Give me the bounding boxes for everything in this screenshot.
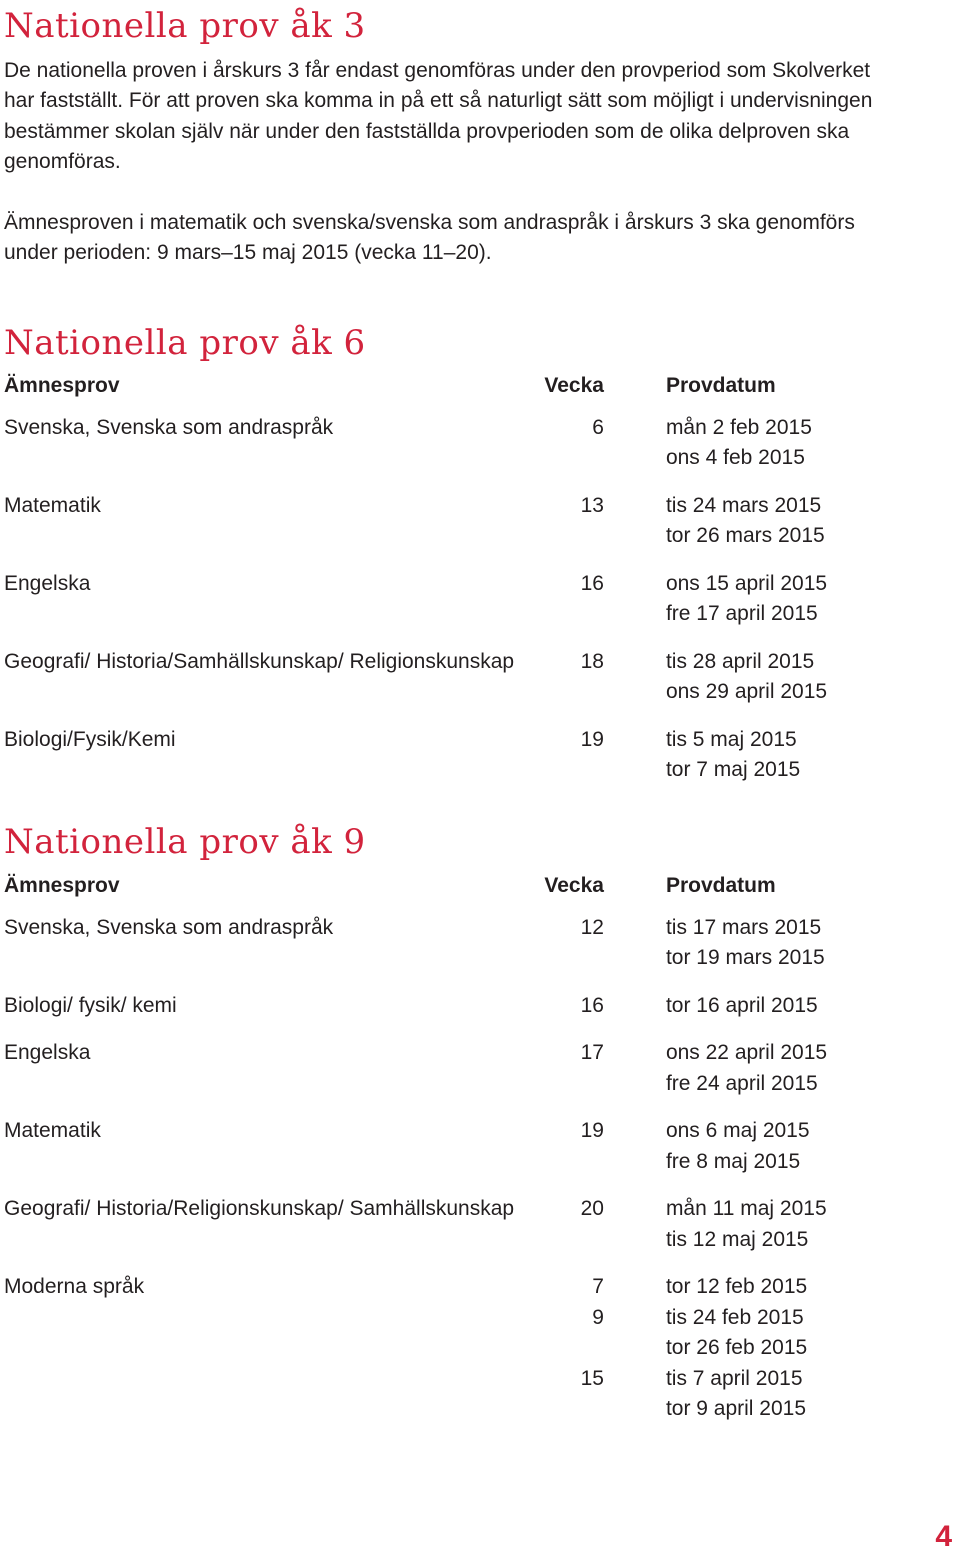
heading-ak6: Nationella prov åk 6 <box>4 323 366 363</box>
header-subject: Ämnesprov <box>4 874 120 897</box>
week-value: 19 <box>580 727 604 751</box>
date-value: tor 9 april 2015 <box>665 1397 807 1420</box>
week-value: 17 <box>580 1041 604 1064</box>
week-value: 15 <box>580 1366 604 1390</box>
week-value: 18 <box>580 649 604 673</box>
date-cell <box>604 1194 954 1272</box>
date-cell <box>604 725 954 803</box>
week-value <box>544 1147 604 1178</box>
week-cell <box>544 413 604 491</box>
week-cell <box>544 913 604 991</box>
week-value <box>544 1333 604 1364</box>
date-cell <box>604 491 954 569</box>
week-cell <box>544 991 604 1039</box>
subject-cell: Svenska, Svenska som andraspråk <box>4 415 334 439</box>
week-value <box>544 755 604 786</box>
subject-cell: Moderna språk <box>4 1275 145 1298</box>
date-cell <box>604 569 954 647</box>
week-cell <box>544 1116 604 1194</box>
subject-cell: Svenska, Svenska som andraspråk <box>4 915 334 939</box>
table-row <box>4 491 954 569</box>
date-value: tor 26 mars 2015 <box>665 524 825 547</box>
date-value: tis 7 april 2015 <box>665 1366 803 1390</box>
week-cell <box>544 569 604 647</box>
table-row <box>4 569 954 647</box>
date-cell <box>604 413 954 491</box>
subject-cell: Matematik <box>4 493 101 517</box>
table-row <box>4 725 954 803</box>
week-value <box>544 1225 604 1256</box>
subject-cell: Engelska <box>4 571 91 595</box>
week-value <box>544 1394 604 1425</box>
week-cell <box>544 647 604 725</box>
date-value: ons 6 maj 2015 <box>665 1119 810 1142</box>
week-value: 13 <box>580 493 604 517</box>
date-cell <box>604 991 954 1039</box>
date-value: mån 11 maj 2015 <box>665 1197 827 1220</box>
week-value <box>544 599 604 630</box>
date-value: tor 16 april 2015 <box>665 993 818 1017</box>
table-row <box>4 913 954 991</box>
subject-cell: Biologi/ fysik/ kemi <box>4 993 177 1017</box>
table-row <box>4 413 954 491</box>
week-cell <box>544 725 604 803</box>
header-date: Provdatum <box>665 374 776 397</box>
page-number: 4 <box>935 1520 952 1553</box>
week-value: 7 <box>592 1275 604 1298</box>
week-value: 6 <box>592 415 604 439</box>
week-value <box>544 1069 604 1100</box>
date-value: ons 29 april 2015 <box>665 680 828 703</box>
date-value: ons 15 april 2015 <box>665 571 828 595</box>
subject-cell: Biologi/Fysik/Kemi <box>4 727 176 751</box>
week-value: 20 <box>580 1197 604 1220</box>
date-value: tis 5 maj 2015 <box>665 727 797 751</box>
table-row <box>4 991 954 1039</box>
table-row <box>4 647 954 725</box>
date-cell <box>604 1116 954 1194</box>
date-value: fre 17 april 2015 <box>665 602 818 625</box>
date-value: mån 2 feb 2015 <box>665 415 812 439</box>
date-cell <box>604 1038 954 1116</box>
date-value: tis 24 mars 2015 <box>665 493 822 517</box>
date-value: tor 7 maj 2015 <box>665 758 801 781</box>
week-value: 16 <box>580 993 604 1017</box>
week-value: 9 <box>592 1305 604 1329</box>
date-cell <box>604 647 954 725</box>
period-paragraph: Ämnesproven i matematik och svenska/svenska som andraspråk i årskurs 3 ska genomförs under perioden: 9 mars–15 maj 2015 (vecka 11–20). <box>4 211 855 265</box>
subject-cell: Matematik <box>4 1119 101 1142</box>
week-cell <box>544 1194 604 1272</box>
week-value: 12 <box>580 915 604 939</box>
date-value: tor 19 mars 2015 <box>665 946 825 969</box>
header-subject: Ämnesprov <box>4 374 120 397</box>
subject-cell: Engelska <box>4 1041 91 1064</box>
intro-paragraph: De nationella proven i årskurs 3 får endast genomföras under den provperiod som Skolverket har fastställt. För att proven ska komma in på ett så naturligt sätt som möjligt i undervisningen bestämmer skolan själv när under den fastställda provperioden som de olika delproven ska genomföras. <box>4 59 873 173</box>
date-value: tor 26 feb 2015 <box>665 1336 808 1359</box>
week-cell <box>544 491 604 569</box>
table-row <box>4 1038 954 1116</box>
table-row <box>4 1116 954 1194</box>
table-header-row <box>4 871 954 913</box>
week-cell <box>544 1038 604 1116</box>
header-week: Vecka <box>544 874 604 897</box>
date-cell <box>604 1272 954 1442</box>
date-value: fre 24 april 2015 <box>665 1071 818 1095</box>
week-value <box>544 677 604 708</box>
table-header-row <box>4 371 954 413</box>
table-row <box>4 1194 954 1272</box>
table-row <box>4 1272 954 1442</box>
date-cell <box>604 913 954 991</box>
week-value <box>544 521 604 552</box>
date-value: tis 12 maj 2015 <box>665 1227 809 1251</box>
subject-cell: Geografi/ Historia/Religionskunskap/ Samhällskunskap <box>4 1197 515 1220</box>
heading-ak9: Nationella prov åk 9 <box>4 822 366 862</box>
header-week: Vecka <box>544 374 604 397</box>
subject-cell: Geografi/ Historia/Samhällskunskap/ Religionskunskap <box>4 649 515 673</box>
date-value: tis 17 mars 2015 <box>665 915 822 939</box>
week-value <box>544 943 604 974</box>
date-value: ons 4 feb 2015 <box>665 446 805 469</box>
date-value: fre 8 maj 2015 <box>665 1149 801 1173</box>
header-date: Provdatum <box>665 874 776 897</box>
schedule-table-ak6 <box>4 371 954 803</box>
week-value: 19 <box>580 1119 604 1142</box>
date-value: ons 22 april 2015 <box>665 1041 828 1064</box>
date-value: tis 28 april 2015 <box>665 649 815 673</box>
week-value: 16 <box>580 571 604 595</box>
schedule-table-ak9 <box>4 871 954 1442</box>
week-cell <box>544 1272 604 1442</box>
date-value: tis 24 feb 2015 <box>665 1305 804 1329</box>
heading-ak3: Nationella prov åk 3 <box>4 6 366 46</box>
date-value: tor 12 feb 2015 <box>665 1275 808 1298</box>
week-value <box>544 443 604 474</box>
